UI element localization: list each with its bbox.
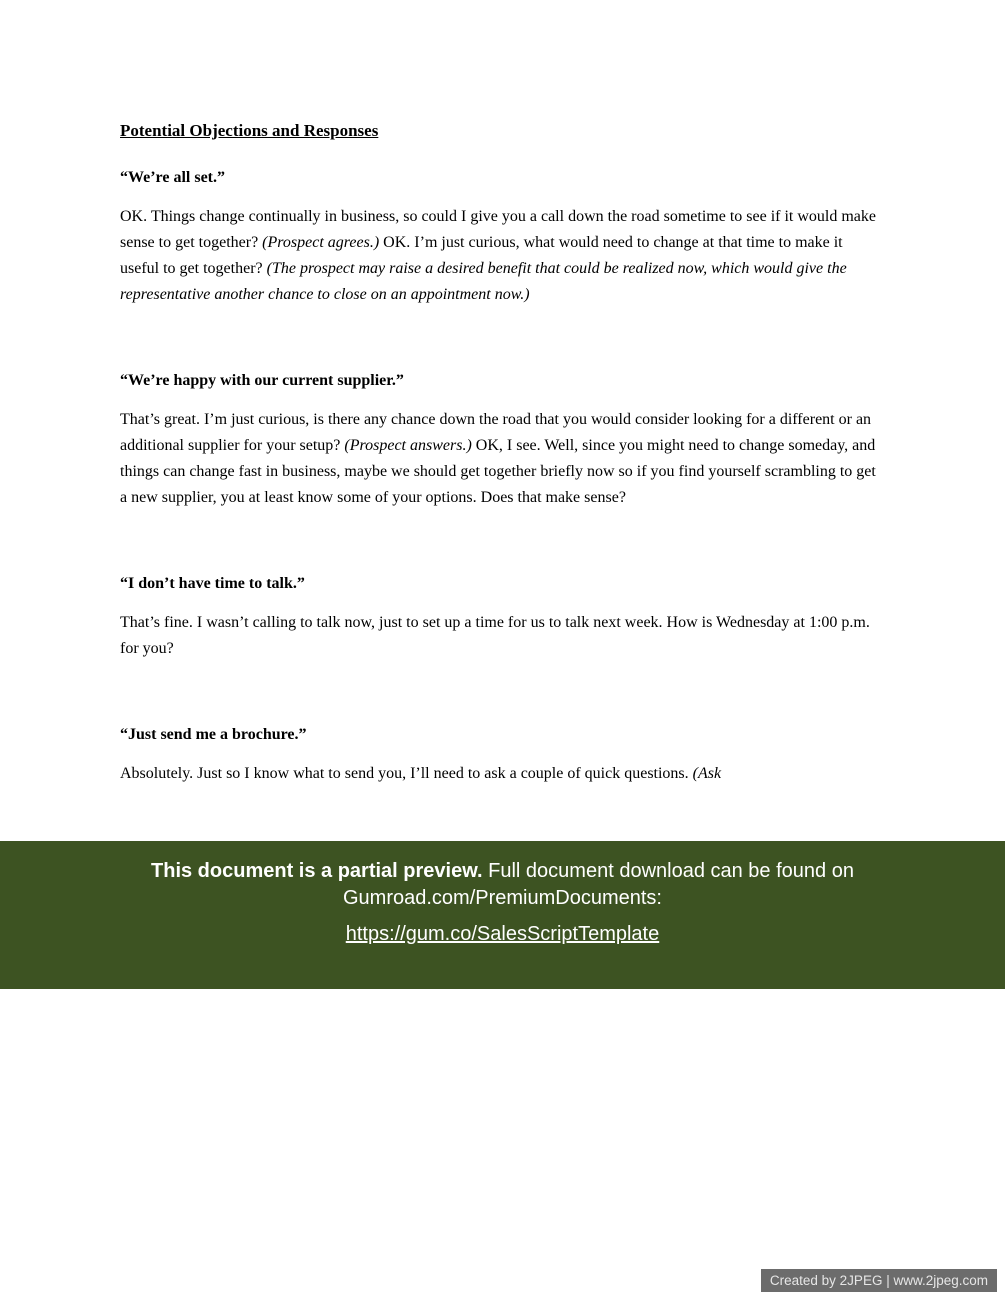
watermark-badge: Created by 2JPEG | www.2jpeg.com [761, 1269, 997, 1292]
banner-headline-rest: Full document download can be found on [482, 860, 854, 882]
banner-headline-bold: This document is a partial preview. [151, 860, 483, 882]
objection-heading: “I don’t have time to talk.” [120, 575, 305, 592]
download-link[interactable]: https://gum.co/SalesScriptTemplate [345, 923, 660, 945]
objection-heading: “We’re happy with our current supplier.” [120, 372, 404, 389]
objection-response: That’s fine. I wasn’t calling to talk now, just to set up a time for us to talk next week. How is Wednesday at 1:00 p.m. for you? [120, 614, 870, 657]
document-content [120, 0, 885, 787]
banner-link-row [0, 921, 1005, 948]
objection-heading: “Just send me a brochure.” [120, 726, 307, 743]
objection-response: Absolutely. Just so I know what to send you, I’ll need to ask a couple of quick questions. (Ask [120, 765, 722, 782]
banner-headline [0, 858, 1005, 885]
objection-response: OK. Things change continually in business, so could I give you a call down the road sometime to see if it would make sense to get together? (Prospect agrees.) OK. I’m just curious, what would need to change at that time to make it useful to get together? (The prospect may raise a desired benefit that could be realized now, which would give the representative another chance to close on an appointment now.) [120, 208, 876, 303]
objection-response: That’s great. I’m just curious, is there any chance down the road that you would consider looking for a different or an additional supplier for your setup? (Prospect answers.) OK, I see. Well, since you might need to change someday, and things can change fast in business, maybe we should get together briefly now so if you find yourself scrambling to get a new supplier, you at least know some of your options. Does that make sense? [120, 411, 876, 506]
section-happy-with-supplier [120, 370, 885, 511]
page-title: Potential Objections and Responses [120, 121, 379, 140]
section-send-brochure [120, 724, 885, 787]
banner-headline-line2: Gumroad.com/PremiumDocuments: [343, 887, 662, 909]
section-were-all-set [120, 167, 885, 308]
objection-heading: “We’re all set.” [120, 169, 226, 186]
preview-banner [0, 841, 1005, 989]
section-no-time-to-talk [120, 573, 885, 662]
